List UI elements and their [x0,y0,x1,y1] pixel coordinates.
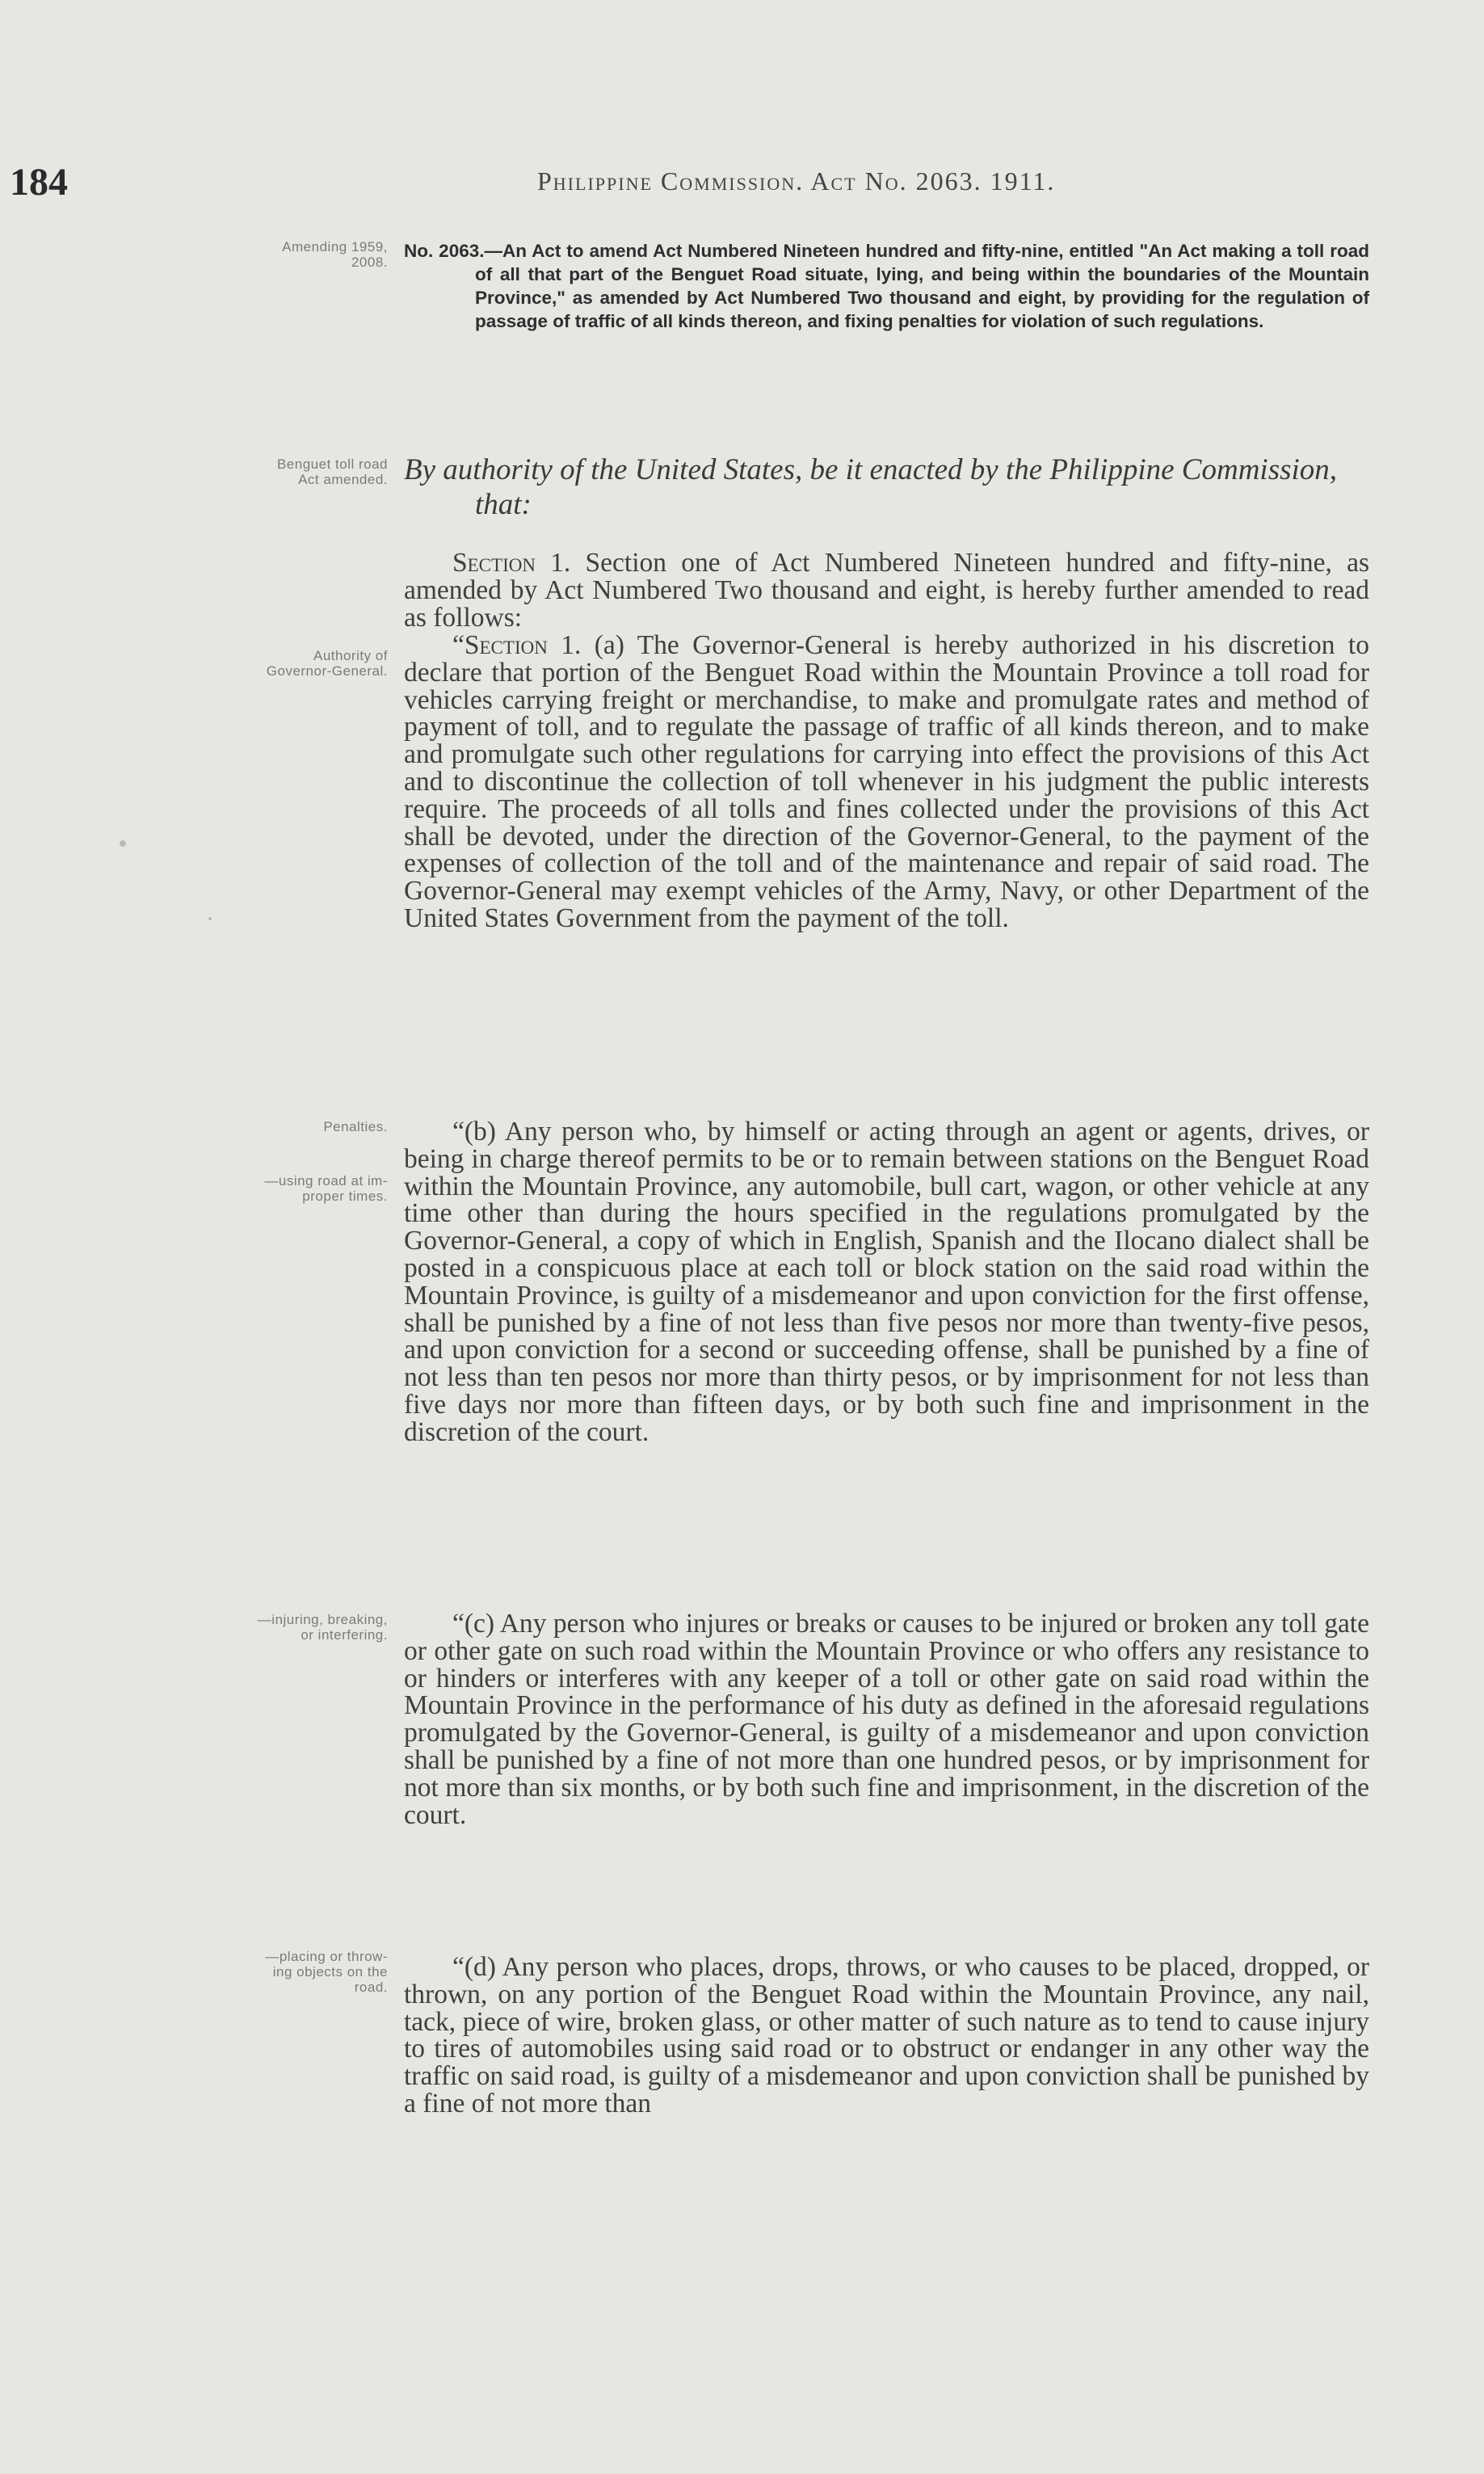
paragraph-subsection-b: “(b) Any person who, by himself or acting through an agent or agents, drives, or being in charge thereof permits to be or to remain between stations on the Benguet Road within the Mountain Province, any automobile, bull cart, wagon, or other vehicle at any time other than during the hours specified in the regulations promulgated by the Governor-General, a copy of which in English, Spanish and the Ilocano dialect shall be posted in a conspicuous place at each toll or block station on the said road within the Mountain Province, is guilty of a misdemeanor and upon conviction for the first offense, shall be punished by a fine of not less than five pesos nor more than twenty-five pesos, and upon conviction for a second or succeeding offense, shall be punished by a fine of not less than ten pesos nor more than thirty pesos, or by imprisonment for not less than five days nor more than fifteen days, or by both such fine and imprisonment in the discretion of the court. [404,1117,1369,1447]
subsection-a-label: “Section 1. [452,630,582,660]
margin-note-penalties: Penalties. [323,1119,388,1134]
enacting-clause [404,452,1369,522]
paragraph-subsection-a [404,632,1369,932]
enacting-clause-rest: Commission, that: [475,453,1338,521]
paragraph-subsection-d: “(d) Any person who places, drops, throws, or who causes to be placed, dropped, or thrown, on any portion of the Benguet Road within the Mountain Province, any nail, tack, piece of wire, broken glass, or other matter of such nature as to tend to cause injury to tires of automobiles using said road or to obstruct or endanger in any other way the traffic on said road, is guilty of a misdemeanor and upon conviction shall be punished by a fine of not more than [404,1952,1369,2118]
act-number: No. 2063. [404,241,485,261]
margin-note-placing: —placing or throw- ing objects on the road. [265,1949,388,1995]
paragraph-subsection-c: “(c) Any person who injures or breaks or causes to be injured or broken any toll gate or other gate on such road within the Mountain Province or who offers any resistance to or hinders or interferes with any keeper of a toll or other gate on said road within the Mountain Province in the performance of his duty as defined in the aforesaid regulations promulgated by the Governor-General, is guilty of a misdemeanor and upon conviction shall be punished by a fine of not more than one hundred pesos, or by imprisonment for not more than six months, or by both such fine and imprisonment, in the discretion of the court. [404,1609,1369,1830]
running-head: Philippine Commission. Act No. 2063. 1911. [537,166,1056,196]
margin-note-amending: Amending 1959, 2008. [282,239,388,270]
section-1-label: Section 1. [452,548,571,578]
margin-note-improper-times: —using road at im- proper times. [264,1173,388,1204]
margin-note-authority: Authority of Governor-General. [266,648,388,679]
act-title-text: —An Act to amend Act Numbered Nineteen hundred and fifty-nine, entitled "An Act making a toll road of all that part of the Benguet Road situate, lying, and being within the boundaries of the Mountain Province," as amended by Act Numbered Two thousand and eight, by providing for the regulation of passage of traffic of all kinds thereon, and fixing penalties for violation of such regulations. [475,241,1369,331]
page-number: 184 [10,161,68,204]
enacting-clause-lead: By authority of the United States, be it enacted by the Philippine [404,453,1175,486]
section-1-text: Section one of Act Numbered Nineteen hundred and fifty-nine, as amended by Act Numbered Two thousand and eight, is hereby further amended to read as follows: [404,548,1369,633]
subsection-a-text: (a) The Governor-General is hereby authorized in his discretion to declare that portion of the Benguet Road within the Mountain Province a toll road for vehicles carrying freight or merchandise, to make and promulgate rates and method of payment of toll, and to regulate the passage of traffic of all kinds thereon, and to make and promulgate such other regulations for carrying into effect the provisions of this Act and to discontinue the collection of toll whenever in his judgment the public interests require. The proceeds of all tolls and fines collected under the provisions of this Act shall be devoted, under the direction of the Governor-General, to the payment of the expenses of collection of the toll and of the maintenance and repair of said road. The Governor-General may exempt vehicles of the Army, Navy, or other Department of the United States Government from the payment of the toll. [404,630,1369,933]
scan-speck [208,917,212,920]
paragraph-section-1 [404,549,1369,631]
margin-note-injuring: —injuring, breaking, or interfering. [257,1612,388,1643]
act-title [404,239,1369,333]
scan-speck [120,840,126,847]
margin-note-toll-act: Benguet toll road Act amended. [276,457,388,487]
